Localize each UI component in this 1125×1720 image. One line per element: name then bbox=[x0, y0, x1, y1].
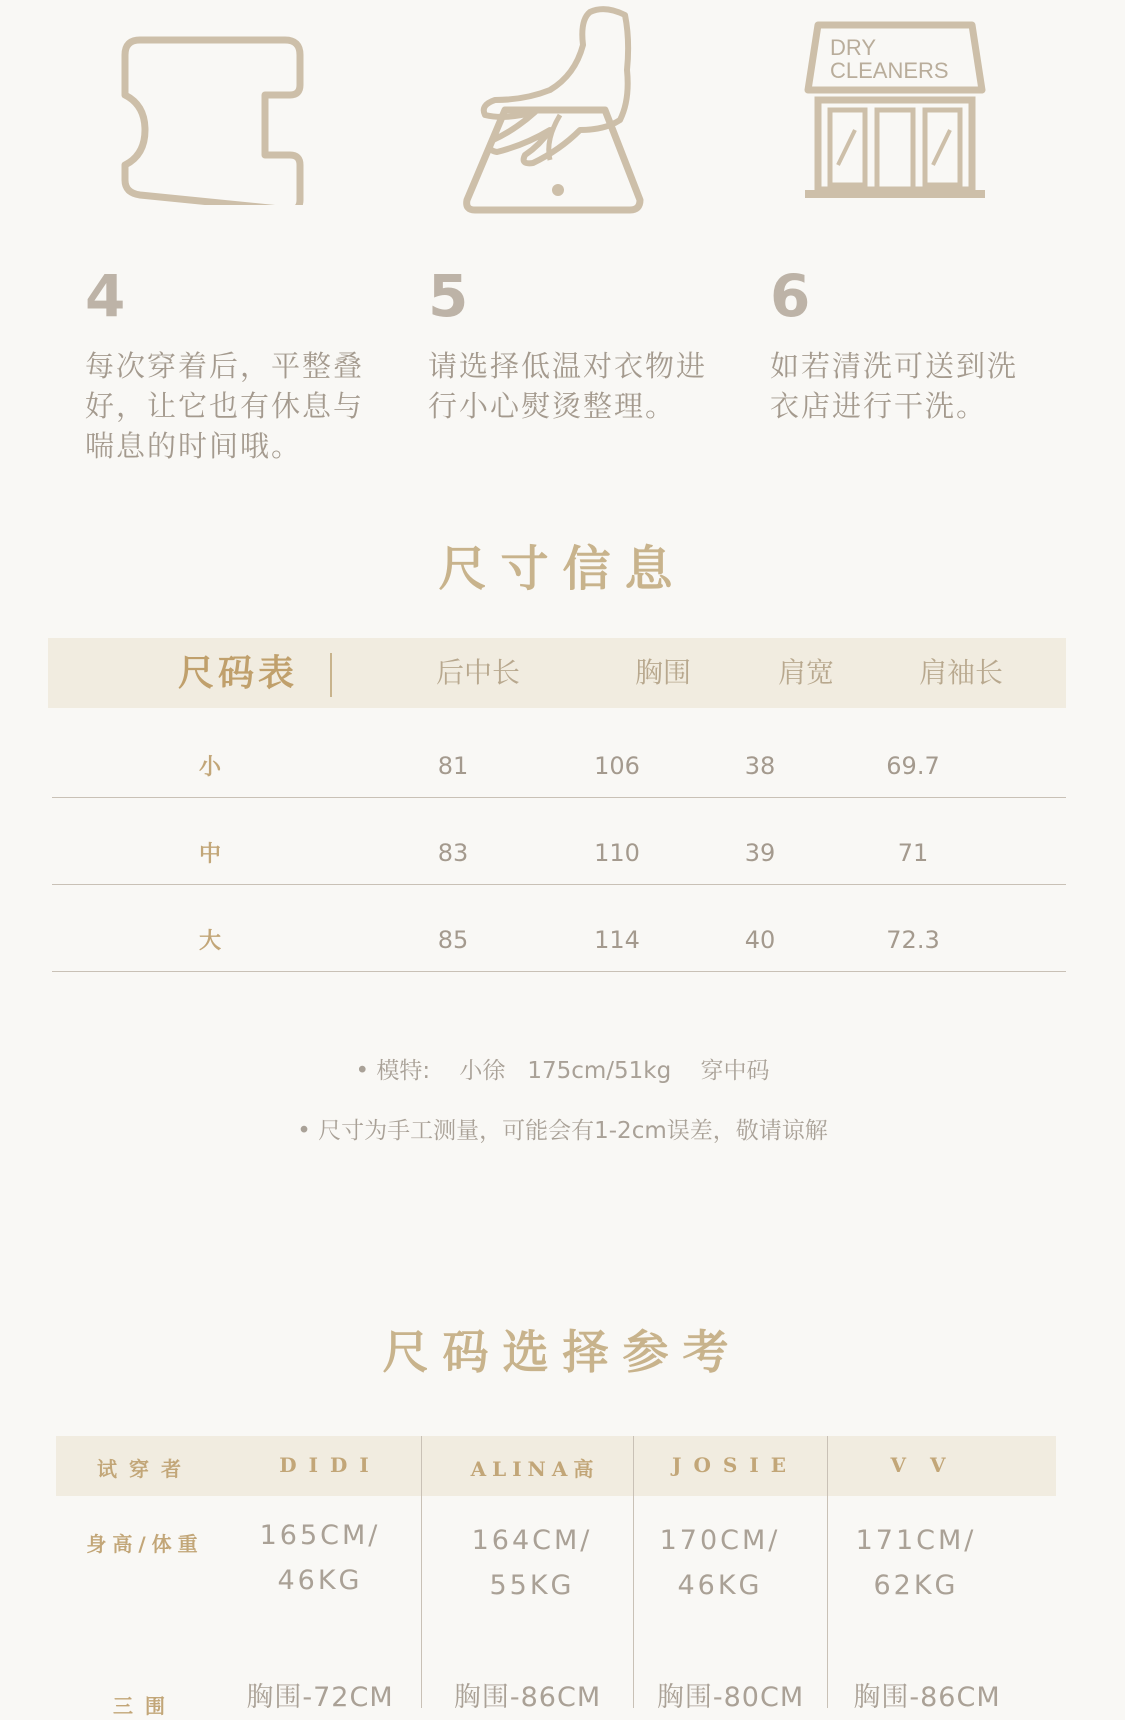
step-text bbox=[770, 346, 1080, 426]
header-divider bbox=[330, 653, 332, 697]
tester-bust: 胸围-86CM bbox=[853, 1682, 1001, 1713]
table-cell: 69.7 bbox=[886, 752, 940, 780]
tester-name: ALINA高 bbox=[470, 1457, 600, 1481]
step-text-line: 好，让它也有休息与 bbox=[85, 389, 365, 423]
weight-value: 55KG bbox=[489, 1570, 575, 1601]
column-divider bbox=[421, 1436, 422, 1708]
size-table-title: 尺码表 bbox=[177, 652, 298, 694]
folded-garment-icon bbox=[110, 15, 330, 205]
table-cell: 106 bbox=[594, 752, 640, 780]
care-step-5 bbox=[428, 262, 738, 426]
tester-height-weight bbox=[640, 1518, 800, 1608]
tester-name: VV bbox=[890, 1453, 970, 1477]
row-divider bbox=[52, 971, 1066, 972]
row-label-measurements: 三围 bbox=[113, 1694, 177, 1718]
height-value: 171CM/ bbox=[855, 1525, 977, 1556]
care-step-4 bbox=[85, 262, 395, 466]
table-cell: 38 bbox=[744, 752, 776, 780]
table-cell: 110 bbox=[594, 839, 640, 867]
tester-bust: 胸围-80CM bbox=[656, 1682, 805, 1713]
table-cell: 81 bbox=[437, 752, 469, 780]
measure-note: • 尺寸为手工测量，可能会有1-2cm误差，敬请谅解 bbox=[297, 1118, 828, 1144]
tester-height-weight bbox=[452, 1518, 612, 1608]
sign-text-cleaners: CLEANERS bbox=[830, 58, 949, 83]
table-cell: 114 bbox=[594, 926, 640, 954]
weight-value: 46KG bbox=[277, 1565, 363, 1596]
column-header: 肩袖长 bbox=[918, 656, 1003, 689]
tester-bust: 胸围-72CM bbox=[246, 1682, 394, 1713]
height-value: 165CM/ bbox=[259, 1520, 381, 1551]
weight-value: 46KG bbox=[677, 1570, 763, 1601]
size-label: 大 bbox=[198, 928, 221, 954]
model-note: • 模特: 小徐 175cm/51kg 穿中码 bbox=[355, 1058, 770, 1084]
step-number: 6 bbox=[770, 262, 811, 330]
step-text-line: 请选择低温对衣物进 bbox=[428, 349, 708, 383]
sign-text-dry: DRY bbox=[830, 35, 877, 60]
step-text bbox=[428, 346, 738, 426]
tester-height-weight bbox=[836, 1518, 996, 1608]
tester-height-weight bbox=[240, 1513, 400, 1603]
tester-header-label: 试穿者 bbox=[97, 1457, 193, 1481]
size-table-header bbox=[48, 638, 1066, 708]
table-cell: 39 bbox=[744, 839, 776, 867]
step-text-line: 如若清洗可送到洗 bbox=[770, 349, 1019, 383]
weight-value: 62KG bbox=[873, 1570, 959, 1601]
tester-name: JOSIE bbox=[672, 1453, 798, 1477]
size-info-title: 尺寸信息 bbox=[438, 541, 687, 597]
column-header: 胸围 bbox=[634, 656, 691, 689]
tester-name: DIDI bbox=[279, 1453, 381, 1477]
size-label: 小 bbox=[198, 754, 221, 780]
size-label: 中 bbox=[198, 841, 221, 867]
step-text bbox=[85, 346, 395, 466]
step-text-line: 喘息的时间哦。 bbox=[85, 429, 303, 463]
tester-bust: 胸围-86CM bbox=[453, 1682, 602, 1713]
column-header: 后中长 bbox=[435, 656, 520, 689]
table-cell: 85 bbox=[437, 926, 469, 954]
table-cell: 83 bbox=[437, 839, 469, 867]
table-cell: 40 bbox=[744, 926, 776, 954]
column-header: 肩宽 bbox=[777, 656, 834, 689]
care-step-6 bbox=[770, 262, 1080, 426]
height-value: 164CM/ bbox=[471, 1525, 593, 1556]
row-label-height-weight: 身高/体重 bbox=[86, 1532, 204, 1556]
column-divider bbox=[827, 1436, 828, 1708]
row-divider bbox=[52, 797, 1066, 798]
step-number: 5 bbox=[428, 262, 469, 330]
row-divider bbox=[52, 884, 1066, 885]
step-text-line: 行小心熨烫整理。 bbox=[428, 389, 677, 423]
step-text-line: 每次穿着后，平整叠 bbox=[85, 349, 365, 383]
hand-iron-icon bbox=[455, 0, 665, 220]
dry-cleaners-icon bbox=[800, 15, 990, 205]
height-value: 170CM/ bbox=[659, 1525, 781, 1556]
size-reference-title: 尺码选择参考 bbox=[382, 1325, 743, 1379]
column-divider bbox=[633, 1436, 634, 1708]
step-text-line: 衣店进行干洗。 bbox=[770, 389, 988, 423]
table-cell: 72.3 bbox=[886, 926, 940, 954]
table-cell: 71 bbox=[897, 839, 929, 867]
step-number: 4 bbox=[85, 262, 126, 330]
